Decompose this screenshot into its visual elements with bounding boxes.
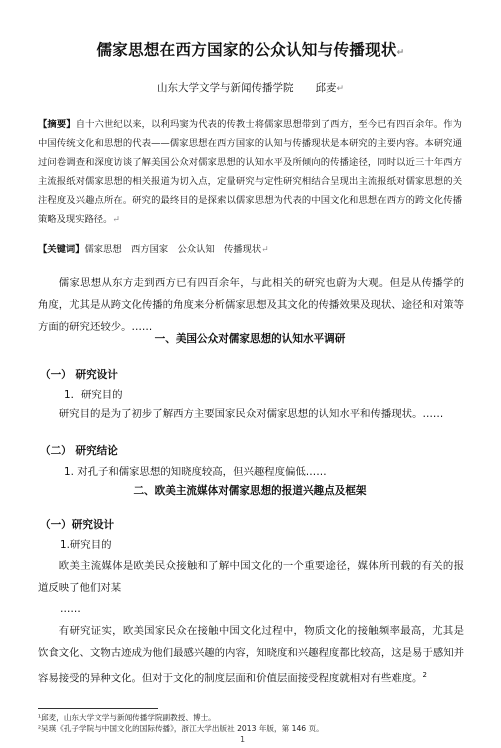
section-heading-2: 二、欧美主流媒体对儒家思想的报道兴趣点及框架 bbox=[133, 485, 367, 497]
subheading-research-design: （一） 研究设计 bbox=[40, 369, 118, 381]
research-evidence-text: 有研究证实，欧美国家民众在接触中国文化过程中，物质文化的接触频率最高，尤其是饮食文化、文物古迹成为他们最感兴趣的内容，知晓度和兴趣程度都比较高，这是易于感知并容易接受的异种文化。但对于文化的制度层面和价值层面接受程度就相对有些难度。 bbox=[38, 625, 465, 685]
keywords-label: 【关键词】 bbox=[38, 244, 85, 255]
author-line: 山东大学文学与新闻传播学院 邱麦↵ bbox=[156, 82, 345, 94]
abstract-text: 自十六世纪以来，以利玛窦为代表的传教士将儒家思想带到了西方，至今已有四百余年。作为中国传统文化和思想的代表——儒家思想在西方国家的认知与传播现状是本研究的主要内容。本研究通过问卷调查和深度访谈了解美国公众对儒家思想的认知水平及所倾向的传播途径，同时以近三十年西方主流报纸对儒家思想的相关报道为切入点，定量研究与定性研究相结合呈现出主流报纸对儒家思想的关注程度及兴趣点所在。研究的最终目的是探索以儒家思想为代表的中国文化和思想在西方的跨文化传播策略及现实路径。 bbox=[38, 119, 462, 225]
research-purpose-text: 研究目的是为了初步了解西方主要国家民众对儒家思想的认知水平和传播现状。…… bbox=[58, 408, 444, 420]
research-evidence-paragraph bbox=[38, 620, 464, 689]
conclusion-item-1: 1. 对孔子和儒家思想的知晓度较高，但兴趣程度偏低…… bbox=[64, 466, 327, 478]
footnote-2: ²吴瑛《孔子学院与中国文化的国际传播》，浙江大学出版社 2013 年版，第 146 页。 bbox=[38, 724, 324, 733]
item-research-purpose-2: 1.研究目的 bbox=[60, 539, 112, 551]
footnote-ref-2: 2 bbox=[422, 671, 427, 679]
footnote-1: ¹邱麦，山东大学文学与新闻传播学院副教授、博士。 bbox=[38, 713, 216, 722]
author-affiliation: 山东大学文学与新闻传播学院 bbox=[156, 82, 294, 94]
author-name: 邱麦 bbox=[315, 82, 337, 94]
subheading-research-conclusion: （二） 研究结论 bbox=[40, 445, 118, 457]
footnote-separator bbox=[38, 708, 158, 709]
section-heading-1: 一、美国公众对儒家思想的认知水平调研 bbox=[154, 333, 346, 345]
abstract-label: 【摘要】 bbox=[38, 119, 76, 130]
item-research-purpose: 1．研究目的 bbox=[64, 389, 123, 401]
media-paragraph: 欧美主流媒体是欧美民众接触和了解中国文化的一个重要途径，媒体所刊载的有关的报道反映了他们对某 bbox=[38, 560, 464, 594]
page-number: 1 bbox=[240, 735, 246, 744]
paper-title: 儒家思想在西方国家的公众认知与传播现状↵ bbox=[96, 41, 405, 59]
media-ellipsis: …… bbox=[60, 603, 81, 615]
keywords: 【关键词】儒家思想 西方国家 公众认知 传播现状↵ bbox=[38, 244, 269, 255]
subheading-research-design-2: （一）研究设计 bbox=[40, 519, 115, 531]
intro-paragraph: 儒家思想从东方走到西方已有四百余年，与此相关的研究也蔚为大观。但是从传播学的角度，尤其是从跨文化传播的角度来分析儒家思想及其文化的传播效果及现状、途径和对策等方面的研究还较少。…… bbox=[38, 277, 465, 333]
keywords-text: 儒家思想 西方国家 公众认知 传播现状 bbox=[84, 244, 262, 255]
abstract: 【摘要】自十六世纪以来，以利玛窦为代表的传教士将儒家思想带到了西方，至今已有四百余年。作为中国传统文化和思想的代表——儒家思想在西方国家的认知与传播现状是本研究的主要内容。本研究通过问卷调查和深度访谈了解美国公众对儒家思想的认知水平及所倾向的传播途径，同时以近三十年西方主流报纸对儒家思想的相关报道为切入点，定量研究与定性研究相结合呈现出主流报纸对儒家思想的关注程度及兴趣点所在。研究的最终目的是探索以儒家思想为代表的中国文化和思想在西方的跨文化传播策略及现实路径。↵ bbox=[38, 119, 462, 225]
